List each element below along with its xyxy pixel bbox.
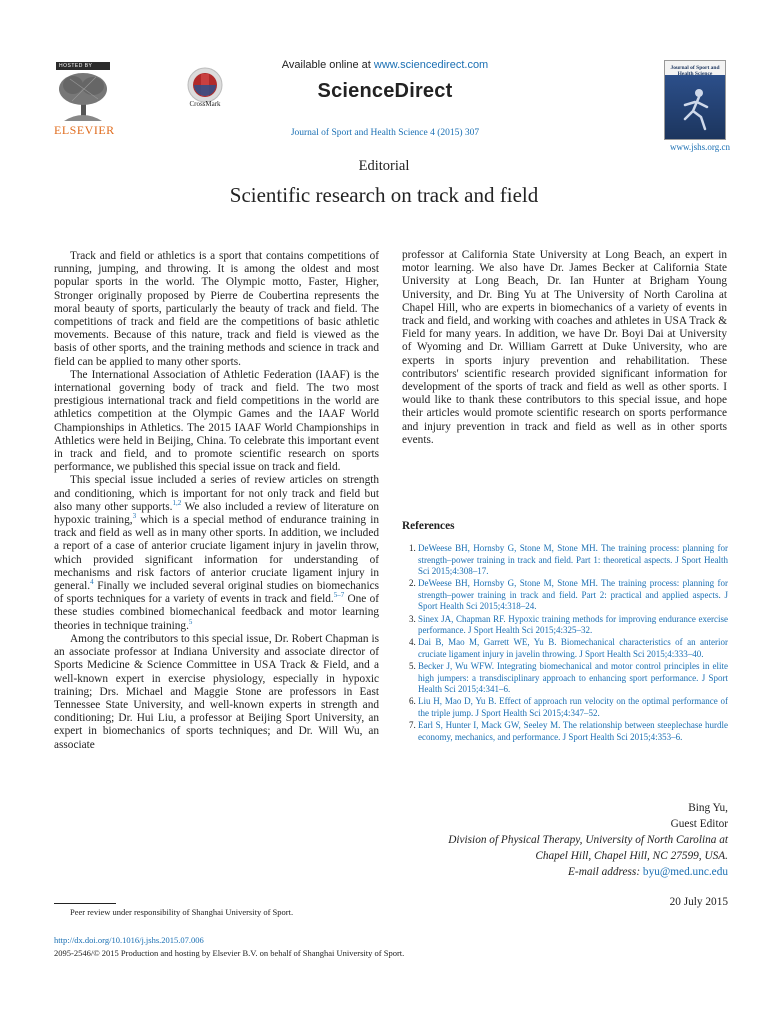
editorial-date: 20 July 2015 xyxy=(669,896,728,908)
available-online-line xyxy=(230,59,540,71)
sciencedirect-logo[interactable]: ScienceDirect xyxy=(317,80,453,102)
body-left-column xyxy=(54,250,379,752)
footnote-divider xyxy=(54,903,116,904)
paragraph-3-text-a: This special issue included a series of review articles on strength and conditioning, which is important for not only track and field but also many other supports. xyxy=(54,474,379,513)
author-role: Guest Editor xyxy=(670,818,728,830)
paragraph-4: Among the contributors to this special issue, Dr. Robert Chapman is an associate professor at Indiana University and associate director of Sports Medicine & Science Committee in USA Track & Field, and a well-known expert in exercise physiology, especially in hypoxic training; Drs. Michael and Maggie Stone are professors in East Tennessee State University, and well-known experts in strength and conditioning; Dr. Hui Liu, a professor at Beijing Sport University, an expert in biomechanics of sports techniques; and Dr. Will Wu, an associate xyxy=(54,632,379,751)
reference-item[interactable]: 4. Dai B, Mao M, Garrett WE, Yu B. Biomechanical characteristics of an anterior cruciate ligament injury in javelin throwing. J Sport Health Sci 2015;4:333–40. xyxy=(418,637,728,660)
peer-review-footnote: Peer review under responsibility of Shanghai University of Sport. xyxy=(70,907,294,917)
copyright-line: 2095-2546/© 2015 Production and hosting by Elsevier B.V. on behalf of Shanghai University of Sport. xyxy=(54,948,405,958)
paragraph-3-text-b: We also included a review of literature on hypoxic training, xyxy=(54,500,380,527)
crossmark-label: CrossMark xyxy=(189,100,221,108)
reference-item[interactable]: 1. DeWeese BH, Hornsby G, Stone M, Stone MH. The training process: planning for strength–power training in track and field. Part 1: theoretical aspects. J Sport Health Sci 2015;4:308–17. xyxy=(418,543,728,578)
sciencedirect-link[interactable]: www.sciencedirect.com xyxy=(373,59,489,71)
citation-1-2[interactable]: 1,2 xyxy=(172,499,182,508)
email-link[interactable]: byu@med.unc.edu xyxy=(642,866,728,878)
author-affiliation-line-1: Division of Physical Therapy, University of North Carolina at xyxy=(448,834,728,846)
paragraph-3-text-d: Finally we included several original studies on biomechanics of sports techniques for a variety of events in track and field. xyxy=(54,580,379,606)
citation-4[interactable]: 4 xyxy=(90,578,94,587)
available-prefix: Available online at xyxy=(281,59,374,71)
reference-item[interactable]: 3. Sinex JA, Chapman RF. Hypoxic training methods for improving endurance exercise performance. J Sport Health Sci 2015;4:325–32. xyxy=(418,614,728,637)
journal-url-link[interactable]: www.jshs.org.cn xyxy=(670,142,730,152)
email-label: E-mail address: xyxy=(568,866,641,878)
paragraph-3-text-e: One of these studies combined biomechanical feedback and motor learning theories in technique training. xyxy=(54,593,379,632)
reference-item[interactable]: 2. DeWeese BH, Hornsby G, Stone M, Stone MH. The training process: planning for strength–power training in track and field. Part 2: practical and applied aspects. J Sport Health Sci 2015;4:318–24. xyxy=(418,578,728,613)
author-affiliation-line-2: Chapel Hill, Chapel Hill, NC 27599, USA. xyxy=(535,850,728,862)
citation-3[interactable]: 3 xyxy=(132,512,137,521)
hosted-by-label: HOSTED BY xyxy=(56,62,110,70)
author-email-line xyxy=(402,865,728,881)
body-right-column xyxy=(402,249,727,447)
reference-item[interactable]: 7. Earl S, Hunter I, Mack GW, Seeley M. The relationship between steeplechase hurdle economy, mechanics, and performance. J Sport Health Sci 2015;4:353–6. xyxy=(418,720,728,743)
reference-list xyxy=(402,543,728,744)
journal-citation[interactable]: Journal of Sport and Health Science 4 (2015) 307 xyxy=(290,128,480,138)
paragraph-5: professor at California State University at Long Beach, an expert in motor learning. We also have Dr. James Becker at California State University at Long Beach, Dr. Ian Hunter at Brigham Young University, and Dr. Bing Yu at The University of North Carolina at Chapel Hill, who are experts in biomechanics of a variety of events in track and field, and working with coaches and athletes in USA Track & Field for many years. In addition, we have Dr. Boyi Dai at University of Wyoming and Dr. William Garrett at Duke University, who are experts in sports injury prevention and rehabilitation. These contributors' scientific research provided significant information for development of the sports of track and field as well as other sports. I would like to thank these contributors to this special issue, and hope their articles would promote scientific research on sports performance and injury prevention in track and field as well as in other sports events. xyxy=(402,249,727,446)
doi-link[interactable]: http://dx.doi.org/10.1016/j.jshs.2015.07.006 xyxy=(54,935,204,945)
citation-5[interactable]: 5 xyxy=(188,617,193,626)
cover-runner-icon xyxy=(675,85,717,133)
references-heading: References xyxy=(402,520,455,532)
article-title: Scientific research on track and field xyxy=(229,183,539,207)
paragraph-2: The International Association of Athletic Federation (IAAF) is the international governing body of track and field. The two most prestigious international track and field competitions in the world are athletics competition at the Olympic Games and the IAAF World Championships in Athletics. The 2015 IAAF World Championships in Athletics were held in Beijing, China. To celebrate this important event in track and field, and to promote scientific research on sports performance, we published this special issue on track and field. xyxy=(54,368,379,474)
paragraph-1: Track and field or athletics is a sport that contains competitions of running, jumping, and throwing. It is among the oldest and most popular sports in the world. The Olympic motto, Faster, Higher, Stronger originally proposed by Pierre de Coubertina represents the moral beauty of sports, particularly the beauty of track and field. The competitions of track and field are the competitions of basic athletic movements. Because of this nature, track and field is viewed as the basis of other sports, and the training methods and science in track and field can be applied to many other sports. xyxy=(54,250,379,368)
paragraph-3 xyxy=(54,474,379,632)
elsevier-tree-icon xyxy=(56,71,110,123)
reference-item[interactable]: 5. Becker J, Wu WFW. Integrating biomechanical and motor control principles in elite high jumpers: a transdisciplinary approach to enhancing sport performance. J Sport Health Sci 2015;4:341–6. xyxy=(418,661,728,696)
author-name: Bing Yu, xyxy=(688,802,728,814)
journal-cover[interactable] xyxy=(664,60,726,140)
reference-item[interactable]: 6. Liu H, Mao D, Yu B. Effect of approach run velocity on the optimal performance of the triple jump. J Sport Health Sci 2015;4:347–52. xyxy=(418,696,728,719)
elsevier-logo[interactable]: ELSEVIER xyxy=(54,123,115,137)
paragraph-3-text-c: which is a special method of endurance training in track and field as well as in many other sports. In addition, we included a report of a case of anterior cruciate ligament injury in javelin throw, which provided significant information for understanding of mechanisms and risk factors of anterior cruciate ligament injury in general. xyxy=(54,514,379,593)
cover-title: Journal of Sport and Health Science xyxy=(670,65,720,77)
section-label: Editorial xyxy=(358,158,410,174)
citation-5-7[interactable]: 5–7 xyxy=(333,591,345,600)
